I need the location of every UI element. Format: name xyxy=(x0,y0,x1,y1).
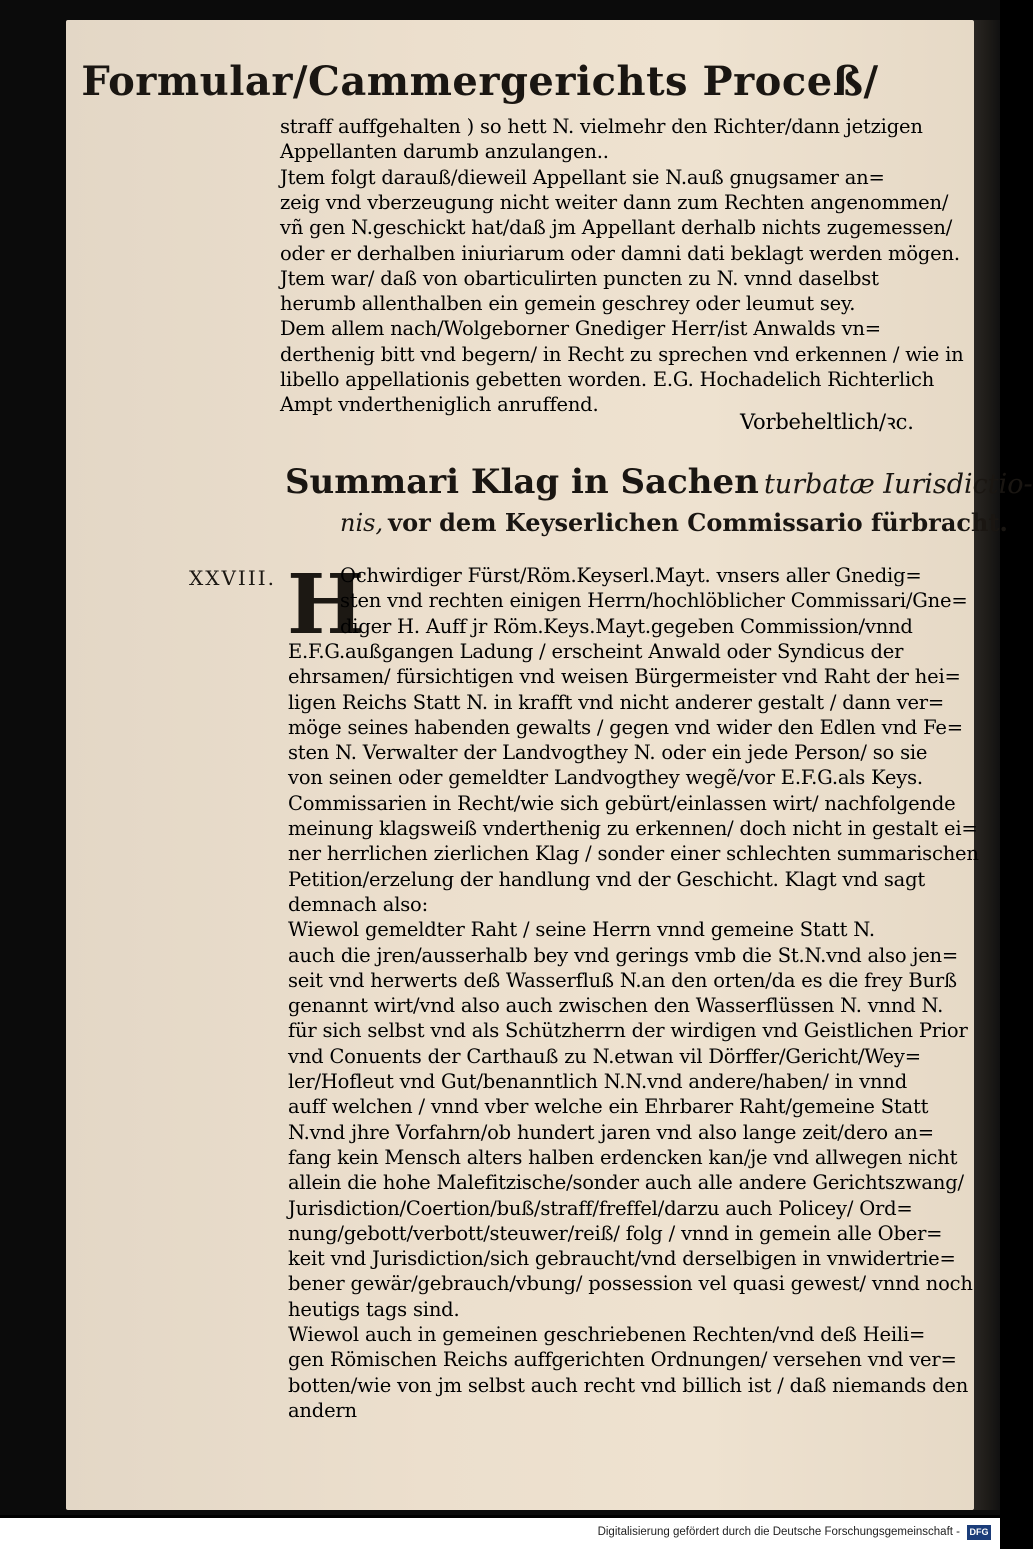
text-line: ner herrlichen zierlichen Klag / sonder einer schlechten summarischen xyxy=(288,842,979,866)
text-line: vñ gen N.geschickt hat/daß jm Appellant derhalb nichts zugemessen/ xyxy=(280,216,953,240)
funding-note: Digitalisierung gefördert durch die Deutsche Forschungsgemeinschaft - xyxy=(597,1526,960,1538)
text-line: N.vnd jhre Vorfahrn/ob hundert jaren vnd also lange zeit/dero an= xyxy=(288,1120,934,1144)
text-line: E.F.G.außgangen Ladung / erscheint Anwald oder Syndicus der xyxy=(288,639,904,663)
section-title-fraktur: Summari Klag in Sachen xyxy=(285,462,759,502)
text-line: allein die hohe Malefitzische/sonder auch alle andere Gerichtszwang/ xyxy=(288,1171,964,1195)
footer-bar xyxy=(0,1518,1000,1549)
section-title-latin-2: nis, xyxy=(340,509,384,537)
text-line: Wiewol auch in gemeinen geschriebenen Rechten/vnd deß Heili= xyxy=(288,1323,926,1346)
text-line: keit vnd Jurisdiction/sich gebraucht/vnd derselbigen in vnwidertrie= xyxy=(288,1247,956,1271)
drop-capital: H xyxy=(287,557,365,653)
section-title-line2 xyxy=(340,508,1008,537)
text-line: sten vnd rechten einigen Herrn/hochlöblicher Commissari/Gne= xyxy=(340,589,968,613)
text-line: Jtem folgt darauß/dieweil Appellant sie N.auß gnugsamer an= xyxy=(280,165,885,189)
text-line: zeig vnd vberzeugung nicht weiter dann zum Rechten angenommen/ xyxy=(280,190,949,214)
text-line: auch die jren/ausserhalb bey vnd gerings vmb die St.N.vnd also jen= xyxy=(288,943,959,967)
text-line: botten/wie von jm selbst auch recht vnd billich ist / daß niemands den xyxy=(288,1373,969,1397)
text-line: meinung klagsweiß vnderthenig zu erkennen/ doch nicht in gestalt ei= xyxy=(288,817,978,840)
text-line: Ampt vndertheniglich anruffend. xyxy=(280,393,599,417)
text-line: vnd Conuents der Carthauß zu N.etwan vil Dörffer/Gericht/Wey= xyxy=(288,1044,921,1068)
text-line: libello appellationis gebetten worden. E.G. Hochadelich Richterlich xyxy=(280,368,935,391)
dfg-logo: DFG xyxy=(967,1525,991,1540)
text-line: heutigs tags sind. xyxy=(288,1297,460,1321)
text-line: auff welchen / vnnd vber welche ein Ehrbarer Raht/gemeine Statt xyxy=(288,1095,929,1119)
text-line: möge seines habenden gewalts / gegen vnd wider den Edlen vnd Fe= xyxy=(288,715,963,739)
text-line: Commissarien in Recht/wie sich gebürt/einlassen wirt/ nachfolgende xyxy=(288,791,956,815)
text-line: demnach also: xyxy=(288,892,428,916)
closing-formula: Vorbeheltlich/ꝛc. xyxy=(740,410,914,434)
text-line: derthenig bitt vnd begern/ in Recht zu sprechen vnd erkennen / wie in xyxy=(280,342,964,366)
text-line: ligen Reichs Statt N. in krafft vnd nicht anderer gestalt / dann ver= xyxy=(288,690,945,714)
section-title-fraktur-2: vor dem Keyserlichen Commissario fürbracht. xyxy=(388,508,1008,537)
section-title xyxy=(285,462,1033,502)
text-line: bener gewär/gebrauch/vbung/ possession vel quasi gewest/ vnnd noch xyxy=(288,1272,973,1296)
text-line: seit vnd herwerts deß Wasserfluß N.an den orten/da es die frey Burß xyxy=(288,968,957,992)
text-line: andern xyxy=(288,1398,357,1422)
page-edge-shadow xyxy=(974,20,1000,1510)
section-number: XXVIII. xyxy=(189,566,276,590)
text-line: diger H. Auff jr Röm.Keys.Mayt.gegeben Commission/vnnd xyxy=(340,614,913,638)
text-line: sten N. Verwalter der Landvogthey N. oder ein jede Person/ so sie xyxy=(288,741,928,765)
text-line: fang kein Mensch alters halben erdencken kan/je vnd allwegen nicht xyxy=(288,1145,958,1169)
text-line: Appellanten darumb anzulangen.. xyxy=(280,140,609,164)
text-line: Dem allem nach/Wolgeborner Gnediger Herr/ist Anwalds vn= xyxy=(280,317,881,341)
text-line: ler/Hofleut vnd Gut/benanntlich N.N.vnd andere/haben/ in vnnd xyxy=(288,1070,907,1093)
text-line: Jtem war/ daß von obarticulirten puncten zu N. vnnd daselbst xyxy=(280,266,879,290)
text-line: nung/gebott/verbott/steuwer/reiß/ folg / vnnd in gemein alle Ober= xyxy=(288,1221,943,1245)
text-line: für sich selbst vnd als Schützherrn der wirdigen vnd Geistlichen Prior xyxy=(288,1019,968,1043)
text-line: von seinen oder gemeldter Landvogthey wegẽ/vor E.F.G.als Keys. xyxy=(288,766,923,790)
text-line: ehrsamen/ fürsichtigen vnd weisen Bürgermeister vnd Raht der hei= xyxy=(288,665,961,689)
text-line: oder er derhalben iniuriarum oder damni dati beklagt werden mögen. xyxy=(280,241,960,265)
text-line: genannt wirt/vnd also auch zwischen den Wasserflüssen N. vnnd N. xyxy=(288,994,944,1018)
text-line: herumb allenthalben ein gemein geschrey oder leumut sey. xyxy=(280,292,856,316)
text-line: Petition/erzelung der handlung vnd der Geschicht. Klagt vnd sagt xyxy=(288,867,926,891)
section-title-latin: turbatæ Iurisdictio- xyxy=(763,469,1033,500)
text-line: gen Römischen Reichs auffgerichten Ordnungen/ versehen vnd ver= xyxy=(288,1348,957,1372)
text-line: Ochwirdiger Fürst/Röm.Keyserl.Mayt. vnsers aller Gnedig= xyxy=(340,564,922,587)
text-line: Wiewol gemeldter Raht / seine Herrn vnnd gemeine Statt N. xyxy=(288,918,875,942)
text-line: straff auffgehalten ) so hett N. vielmehr den Richter/dann jetzigen xyxy=(280,115,923,138)
running-header: Formular/Cammergerichts Proceß/ xyxy=(81,58,879,105)
text-line: Jurisdiction/Coertion/buß/straff/freffel/darzu auch Policey/ Ord= xyxy=(288,1196,913,1220)
